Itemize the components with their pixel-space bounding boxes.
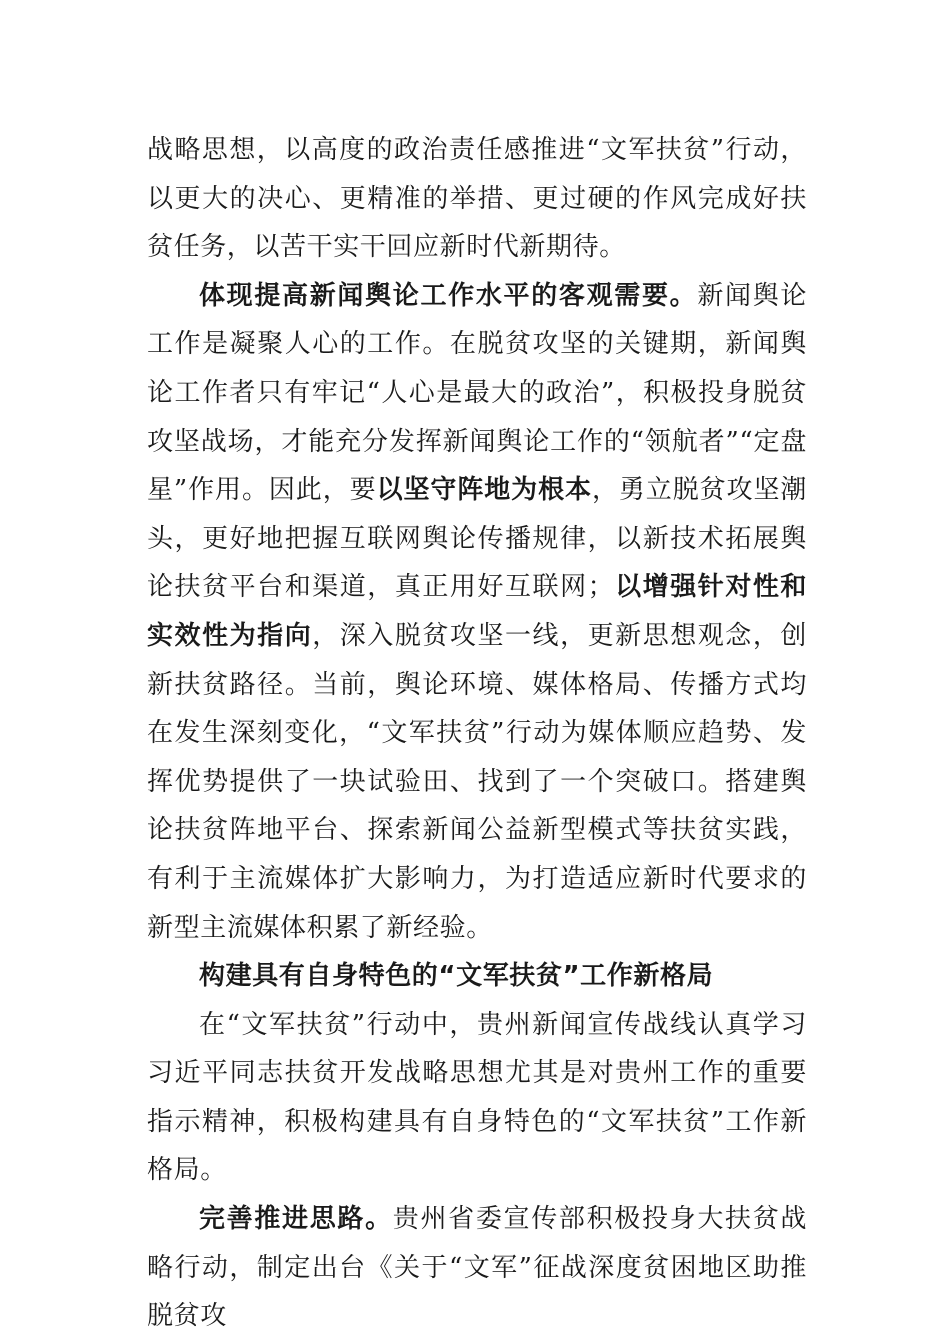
paragraph-text: 新闻舆论工作是凝聚人心的工作。在脱贫攻坚的关键期，新闻舆论工作者只有牢记“人心是最大的政治”，积极投身脱贫攻坚战场，才能充分发挥新闻舆论工作的“领航者”“定盘星”作用。因此，要 (147, 280, 807, 506)
section-heading: 构建具有自身特色的“文军扶贫”工作新格局 (199, 961, 714, 992)
inline-bold-phrase: 以增强针对性和实效性为指向 (147, 572, 808, 651)
document-body (147, 126, 807, 1341)
paragraph-text: 战略思想，以高度的政治责任感推进“文军扶贫”行动，以更大的决心、更精准的举措、更过硬的作风完成好扶贫任务，以苦干实干回应新时代新期待。 (147, 135, 807, 263)
paragraph-approach (147, 1195, 807, 1341)
paragraph-continued (147, 126, 807, 272)
paragraph-text: 贵州省委宣传部积极投身大扶贫战略行动，制定出台《关于“文军”征战深度贫困地区助推脱贫攻 (147, 1204, 807, 1332)
inline-bold-phrase: 以坚守阵地为根本 (376, 475, 592, 506)
paragraph-text: ，勇立脱贫攻坚潮头，更好地把握互联网舆论传播规律，以新技术拓展舆论扶贫平台和渠道，真正用好互联网； (147, 475, 807, 603)
paragraph-text: ，深入脱贫攻坚一线，更新思想观念，创新扶贫路径。当前，舆论环境、媒体格局、传播方式均在发生深刻变化，“文军扶贫”行动为媒体顺应趋势、发挥优势提供了一块试验田、找到了一个突破口。搭建舆论扶贫阵地平台、探索新闻公益新型模式等扶贫实践，有利于主流媒体扩大影响力，为打造适应新时代要求的新型主流媒体积累了新经验。 (147, 620, 807, 943)
paragraph-intro (147, 1001, 807, 1195)
paragraph-news-opinion (147, 272, 807, 952)
paragraph-lead-bold: 体现提高新闻舆论工作水平的客观需要。 (199, 280, 698, 311)
paragraph-lead-bold: 完善推进思路。 (199, 1204, 393, 1235)
paragraph-text: 在“文军扶贫”行动中，贵州新闻宣传战线认真学习习近平同志扶贫开发战略思想尤其是对贵州工作的重要指示精神，积极构建具有自身特色的“文军扶贫”工作新格局。 (147, 1009, 807, 1186)
